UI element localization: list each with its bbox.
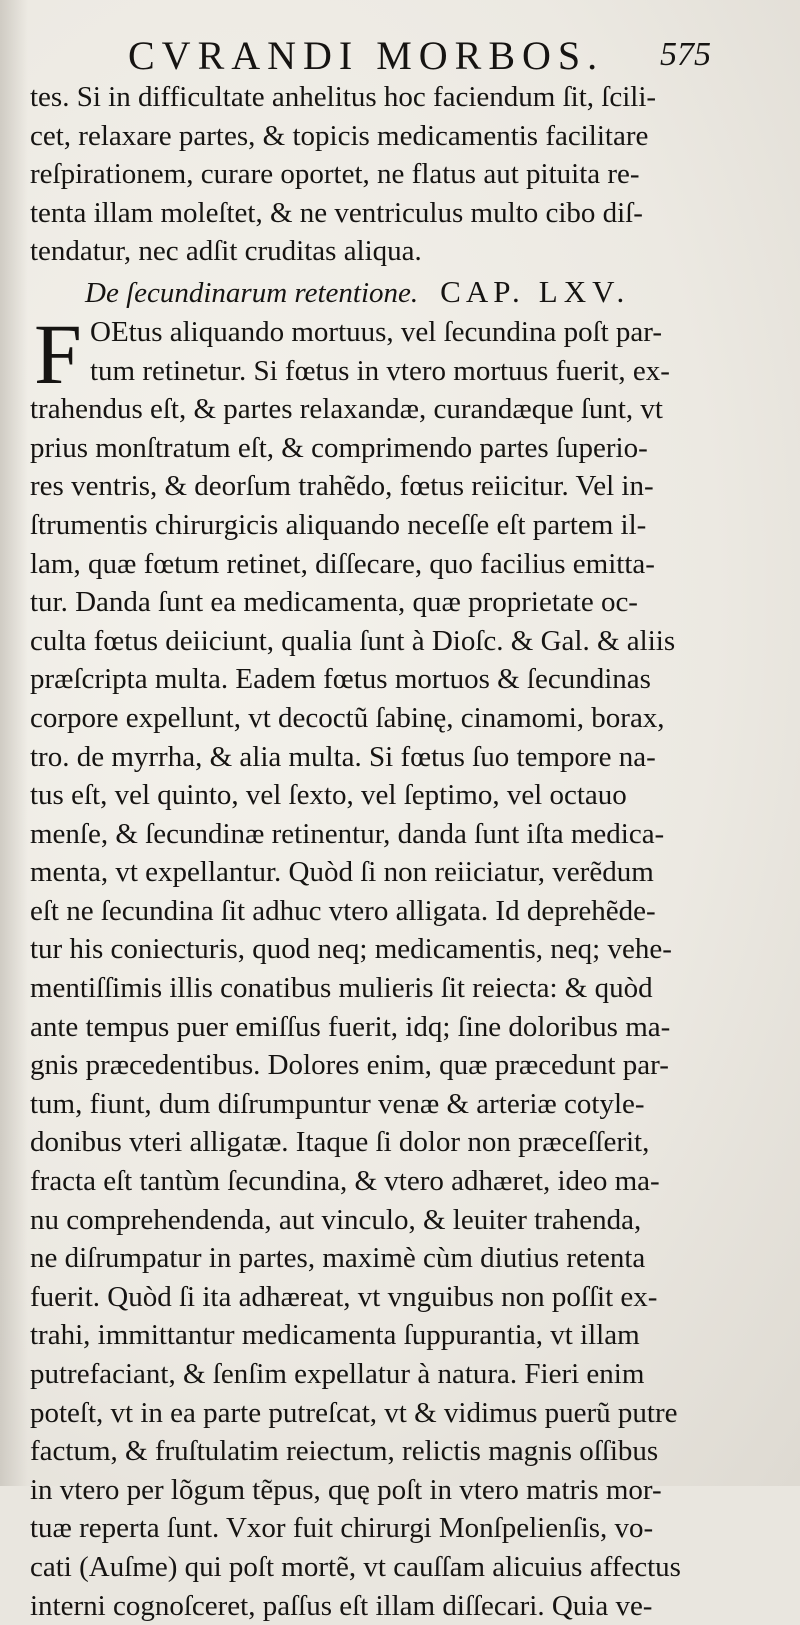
page-number: 575 — [660, 36, 711, 73]
text-line: tuæ reperta ſunt. Vxor fuit chirurgi Monſpelienſis, vo- — [30, 1512, 654, 1545]
page-header — [0, 28, 800, 84]
text-line: lam, quæ fœtum retinet, diſſecare, quo facilius emitta- — [30, 547, 655, 580]
body-text — [30, 78, 742, 1625]
text-line: tur. Danda ſunt ea medicamenta, quæ proprietate oc- — [30, 586, 638, 619]
text-line: reſpirationem, curare oportet, ne flatus aut pituita re- — [30, 158, 640, 191]
chapter-label: CAP. — [440, 273, 525, 309]
text-line: nu comprehendenda, aut vinculo, & leuiter trahenda, — [30, 1203, 642, 1236]
text-line: mentiſſimis illis conatibus mulieris ſit reiecta: & quòd — [30, 972, 653, 1005]
text-line: menſe, & ſecundinæ retinentur, danda ſunt iſta medica- — [30, 817, 665, 850]
text-line: corpore expellunt, vt decoctũ ſabinę, cinamomi, borax, — [30, 701, 665, 734]
text-line: præſcripta multa. Eadem fœtus mortuos & ſecundinas — [30, 663, 651, 696]
text-line: tes. Si in difficultate anhelitus hoc faciendum ſit, ſcili- — [30, 81, 657, 113]
text-line: OEtus aliquando mortuus, vel ſecundina poſt par- — [90, 315, 663, 348]
text-line: prius monſtratum eſt, & comprimendo partes ſuperio- — [30, 431, 648, 464]
text-line: putrefaciant, & ſenſim expellatur à natura. Fieri enim — [30, 1358, 645, 1390]
paragraph-top — [30, 78, 742, 271]
text-line: cet, relaxare partes, & topicis medicamentis facilitare — [30, 119, 649, 152]
chapter-title: De ſecundinarum retentione. — [85, 276, 419, 309]
text-line: tum, fiunt, dum diſrumpuntur venæ & arteriæ cotyle- — [30, 1087, 645, 1120]
text-line: donibus vteri alligatæ. Itaque ſi dolor non præceſſerit, — [30, 1126, 650, 1159]
text-line: tenta illam moleſtet, & ne ventriculus multo cibo diſ- — [30, 196, 643, 229]
text-line: ſtrumentis chirurgicis aliquando neceſſe eſt partem il- — [30, 508, 647, 541]
text-line: ante tempus puer emiſſus fuerit, idq; ſine doloribus ma- — [30, 1010, 671, 1043]
text-line: eſt ne ſecundina ſit adhuc vtero alligata. Id deprehẽde- — [30, 894, 656, 927]
paragraph-main — [30, 305, 742, 1625]
text-line: menta, vt expellantur. Quòd ſi non reiiciatur, verẽdum — [30, 856, 654, 889]
text-line: in vtero per lõgum tẽpus, quę poſt in vtero matris mor- — [30, 1473, 662, 1506]
text-line: factum, & fruſtulatim reiectum, relictis magnis oſſibus — [30, 1435, 659, 1468]
running-head: CVRANDI MORBOS. — [128, 33, 605, 78]
drop-cap: F — [34, 305, 82, 402]
text-line: fracta eſt tantùm ſecundina, & vtero adhæret, ideo ma- — [30, 1165, 660, 1198]
text-line: culta fœtus deiiciunt, qualia ſunt à Dioſc. & Gal. & aliis — [30, 624, 676, 657]
text-line: trahendus eſt, & partes relaxandæ, curandæque ſunt, vt — [30, 393, 663, 426]
text-line: res ventris, & deorſum trahẽdo, fœtus reiicitur. Vel in- — [30, 470, 654, 503]
text-line: tus eſt, vel quinto, vel ſexto, vel ſeptimo, vel octauo — [30, 779, 627, 812]
chapter-number: LXV. — [538, 273, 631, 309]
text-line: tendatur, nec adſit cruditas aliqua. — [30, 235, 422, 268]
text-line: tur his coniecturis, quod neq; medicamentis, neq; vehe- — [30, 933, 672, 966]
text-line: poteſt, vt in ea parte putreſcat, vt & vidimus puerũ putre — [30, 1396, 678, 1429]
text-line: cati (Auſme) qui poſt mortẽ, vt cauſſam alicuius affectus — [30, 1550, 681, 1583]
text-line: ne diſrumpatur in partes, maximè cùm diutius retenta — [30, 1242, 646, 1275]
chapter-heading — [30, 271, 742, 313]
page-gutter-shadow — [0, 0, 28, 1486]
text-line: tro. de myrrha, & alia multa. Si fœtus ſuo tempore na- — [30, 740, 656, 773]
text-line: interni cognoſceret, paſſus eſt illam diſſecari. Quia ve- — [30, 1589, 653, 1622]
text-line: tum retinetur. Si fœtus in vtero mortuus fuerit, ex- — [90, 354, 670, 387]
text-line: fuerit. Quòd ſi ita adhæreat, vt vnguibus non poſſit ex- — [30, 1280, 658, 1313]
text-line: trahi, immittantur medicamenta ſuppurantia, vt illam — [30, 1319, 640, 1352]
text-line: gnis præcedentibus. Dolores enim, quæ præcedunt par- — [30, 1049, 669, 1082]
